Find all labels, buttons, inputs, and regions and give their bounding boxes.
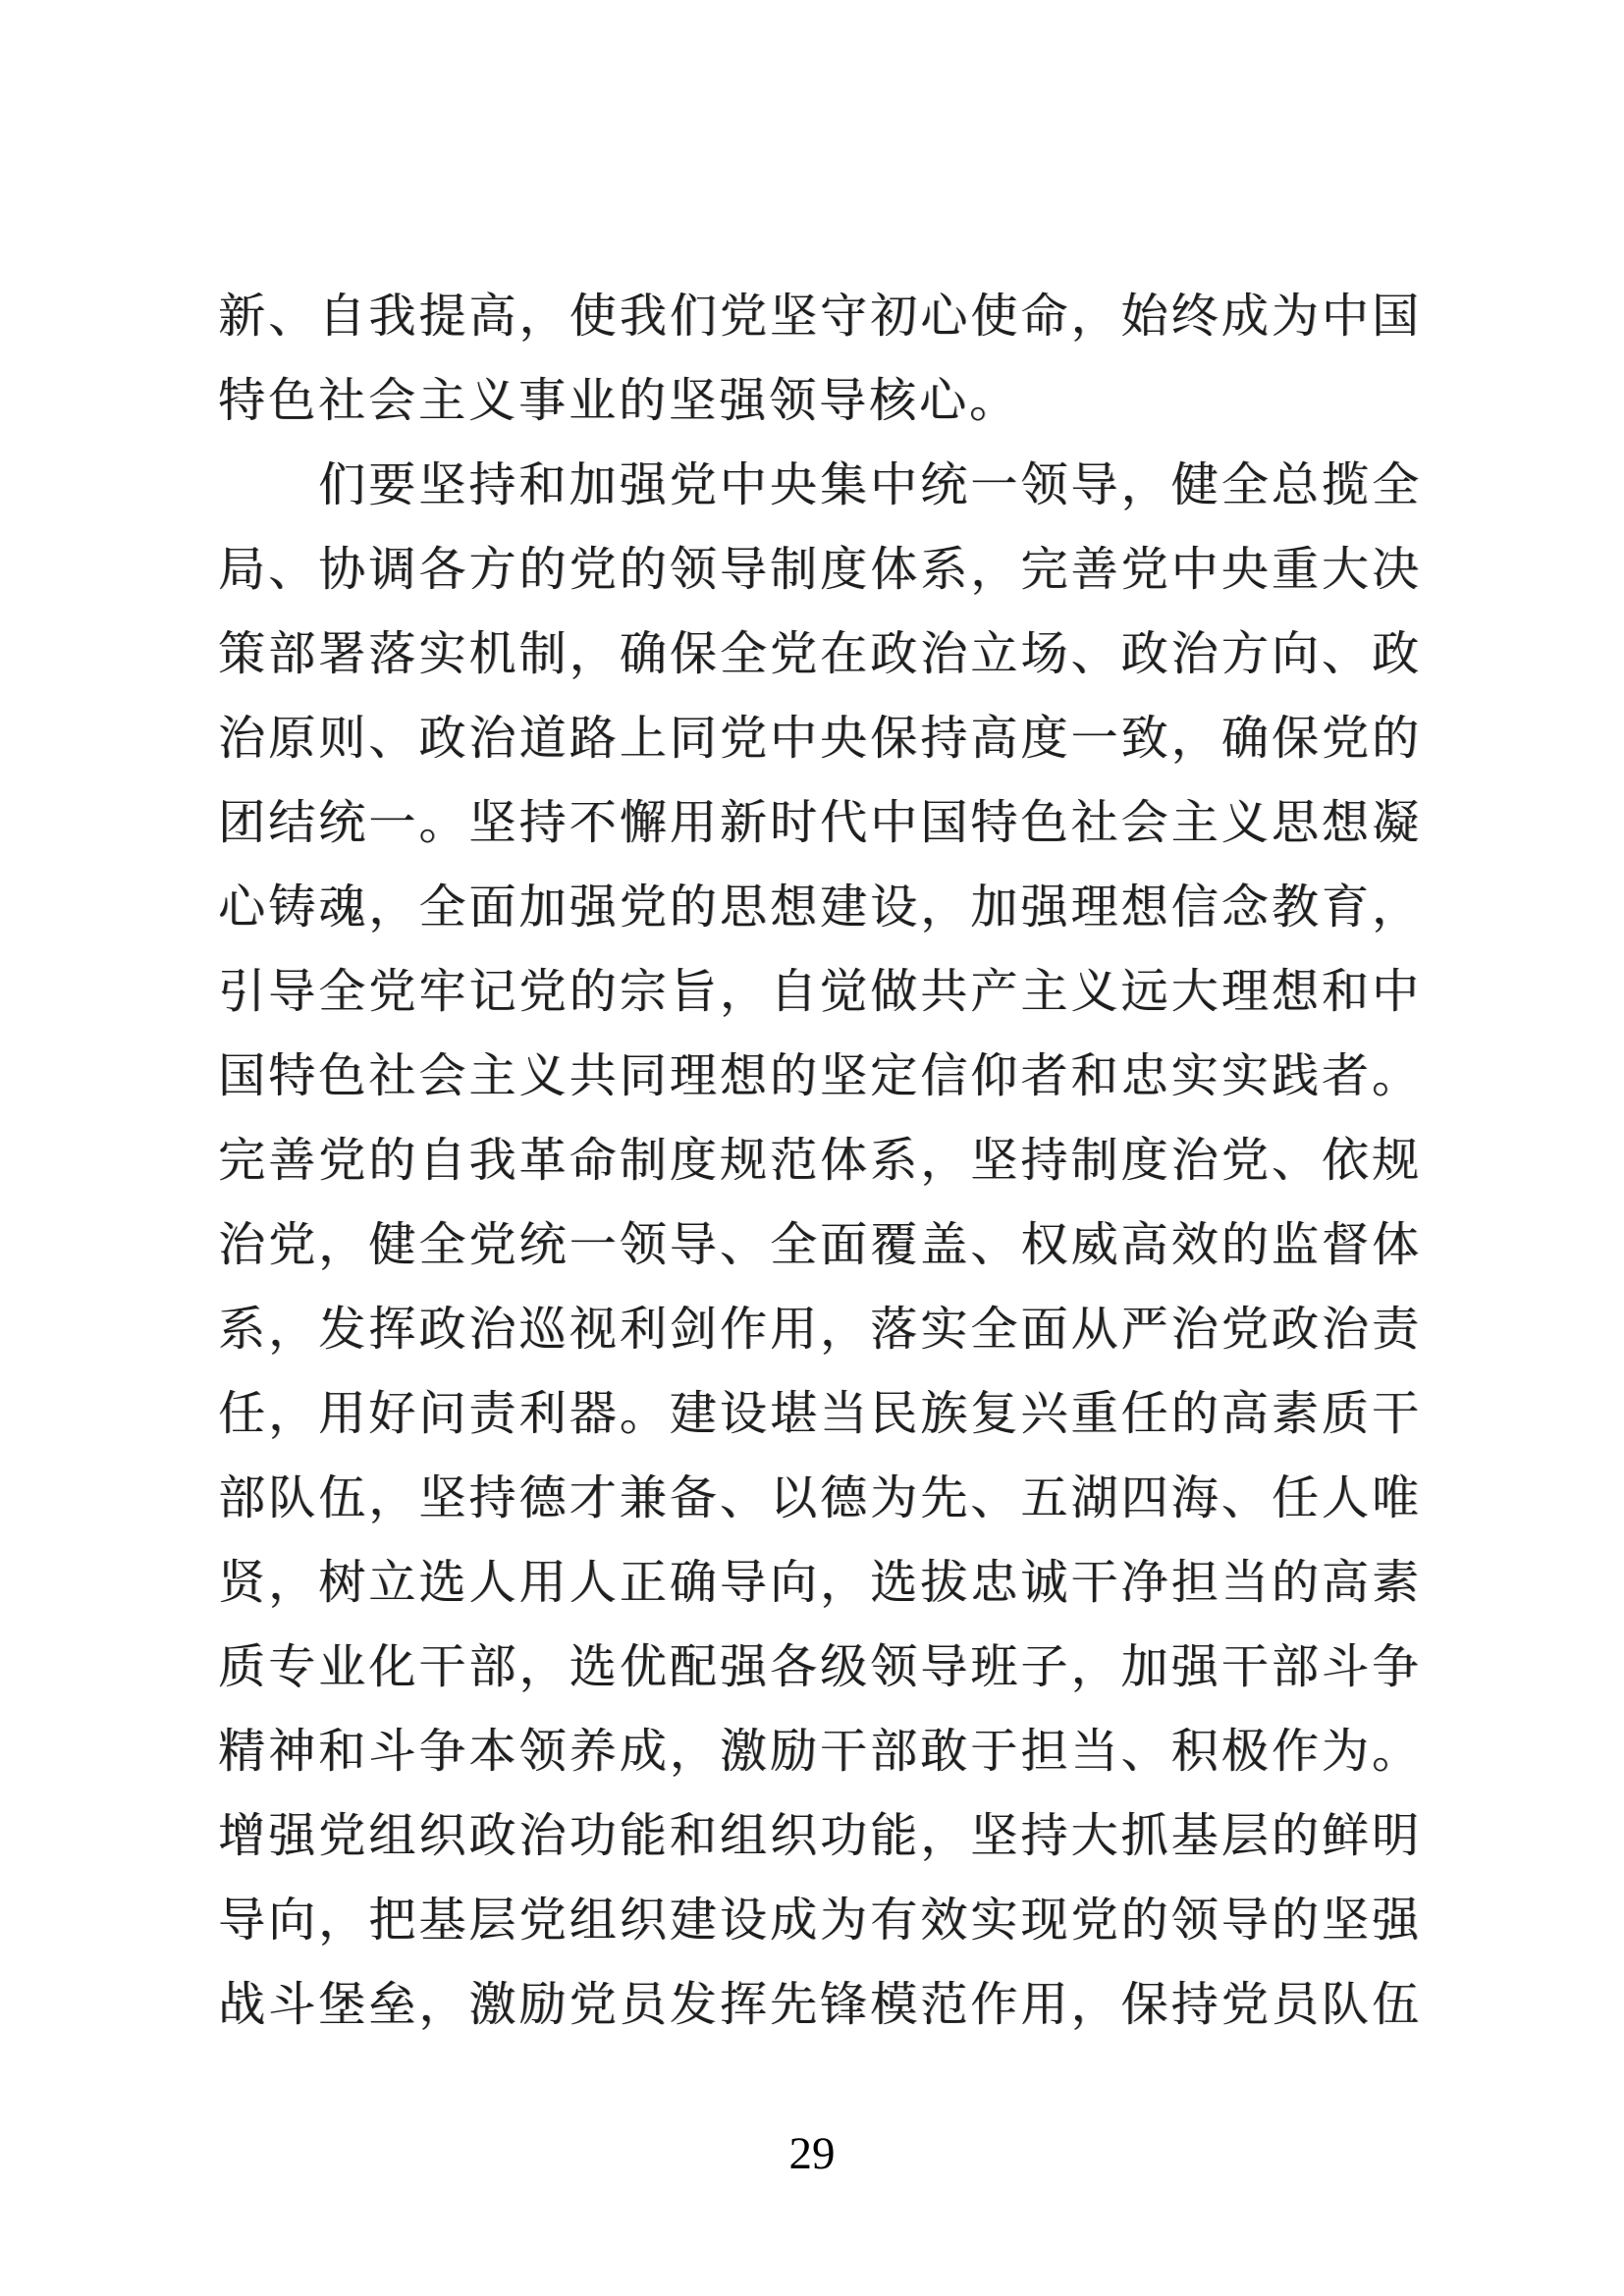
text-line: 精神和斗争本领养成，激励干部敢于担当、积极作为。	[218, 1726, 1419, 1778]
text-line: 心铸魂，全面加强党的思想建设，加强理想信念教育，	[218, 881, 1419, 934]
text-line: 质专业化干部，选优配强各级领导班子，加强干部斗争	[218, 1641, 1419, 1693]
body-text	[218, 275, 1419, 2048]
text-line: 导向，把基层党组织建设成为有效实现党的领导的坚强	[218, 1895, 1419, 1947]
text-line: 国特色社会主义共同理想的坚定信仰者和忠实实践者。	[218, 1050, 1419, 1102]
text-line: 部队伍，坚持德才兼备、以德为先、五湖四海、任人唯	[218, 1472, 1419, 1524]
text-line: 们要坚持和加强党中央集中统一领导，健全总揽全	[318, 459, 1419, 511]
text-line: 新、自我提高，使我们党坚守初心使命，始终成为中国	[218, 291, 1419, 343]
text-line: 特色社会主义事业的坚强领导核心。	[218, 375, 1020, 427]
text-line: 系，发挥政治巡视利剑作用，落实全面从严治党政治责	[218, 1304, 1419, 1356]
page-number: 29	[788, 2128, 836, 2179]
text-line: 贤，树立选人用人正确导向，选拔忠诚干净担当的高素	[218, 1557, 1419, 1609]
text-line: 团结统一。坚持不懈用新时代中国特色社会主义思想凝	[218, 797, 1419, 849]
text-line: 战斗堡垒，激励党员发挥先锋模范作用，保持党员队伍	[218, 1979, 1419, 2031]
text-line: 治原则、政治道路上同党中央保持高度一致，确保党的	[218, 713, 1419, 765]
text-line: 策部署落实机制，确保全党在政治立场、政治方向、政	[218, 628, 1419, 680]
text-line: 治党，健全党统一领导、全面覆盖、权威高效的监督体	[218, 1219, 1419, 1271]
text-line: 引导全党牢记党的宗旨，自觉做共产主义远大理想和中	[218, 966, 1419, 1018]
text-line: 完善党的自我革命制度规范体系，坚持制度治党、依规	[218, 1135, 1419, 1187]
text-line: 局、协调各方的党的领导制度体系，完善党中央重大决	[218, 544, 1419, 596]
text-line: 任，用好问责利器。建设堪当民族复兴重任的高素质干	[218, 1388, 1419, 1440]
text-line: 增强党组织政治功能和组织功能，坚持大抓基层的鲜明	[218, 1810, 1419, 1862]
